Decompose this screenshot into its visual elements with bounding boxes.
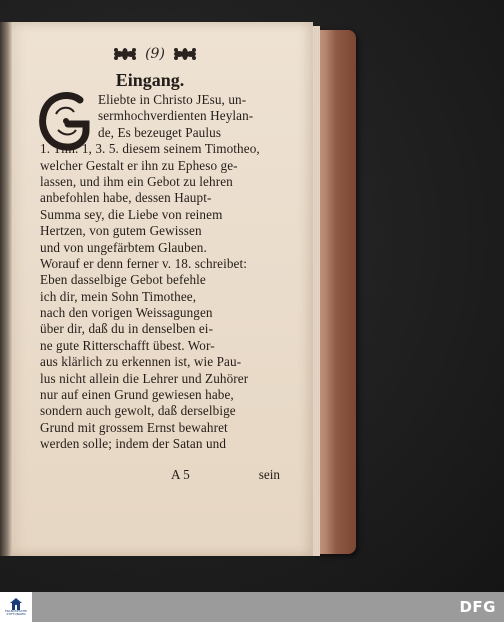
floral-ornament-icon <box>113 46 137 62</box>
text-line: Grund mit grossem Ernst bewahret <box>40 419 228 435</box>
text-line: 1. Tim. 1, 3. 5. diesem seinem Timotheo, <box>40 141 260 157</box>
floral-ornament-icon <box>173 46 197 62</box>
text-line: lassen, und ihm ein Gebot zu lehren <box>40 173 233 189</box>
catchword: sein <box>258 467 280 482</box>
body-text <box>40 92 282 453</box>
text-line: nur auf einen Grund gewiesen habe, <box>40 387 234 403</box>
text-line: de, Es bezeuget Paulus <box>98 124 222 140</box>
text-line: Hertzen, von gutem Gewissen <box>40 223 202 239</box>
text-line: sondern auch gewolt, daß derselbige <box>40 403 236 419</box>
text-line: sermhochverdienten Heylan- <box>98 108 254 124</box>
dfg-logo[interactable]: DFG <box>459 598 496 616</box>
text-line: über dir, daß du in denselben ei- <box>40 321 214 337</box>
institution-emblem-icon <box>9 598 23 610</box>
text-line: welcher Gestalt er ihn zu Epheso ge- <box>40 157 238 173</box>
text-line: und von ungefärbtem Glauben. <box>40 239 207 255</box>
page-number: (9) <box>145 46 165 62</box>
text-line: aus klärlich zu erkennen ist, wie Pau- <box>40 354 242 370</box>
text-line: werden solle; indem der Satan und <box>40 436 227 452</box>
text-line: lus nicht allein die Lehrer und Zuhörer <box>40 370 249 386</box>
text-line: Eliebte in Christo JEsu, un- <box>98 92 247 107</box>
text-line: Eben dasselbige Gebot befehle <box>40 272 206 288</box>
text-line: anbefohlen habe, dessen Haupt- <box>40 190 212 206</box>
section-title: Eingang. <box>115 70 185 90</box>
viewer-footer-bar <box>0 592 504 622</box>
text-line: nach den vorigen Weissagungen <box>40 305 213 321</box>
book-gutter <box>0 22 12 556</box>
institution-logo[interactable] <box>0 592 32 622</box>
text-line: ich dir, mein Sohn Timothee, <box>40 288 197 304</box>
text-line: Summa sey, die Liebe von reinem <box>40 206 223 222</box>
signature-mark: A 5 <box>171 467 190 482</box>
text-line: ne gute Ritterschafft übest. Wor- <box>40 337 215 353</box>
text-line: Worauf er denn ferner v. 18. schreibet: <box>40 255 248 271</box>
page-header <box>100 45 210 63</box>
institution-logo-text: FRANCKESCHE STIFTUNGEN <box>4 608 28 616</box>
